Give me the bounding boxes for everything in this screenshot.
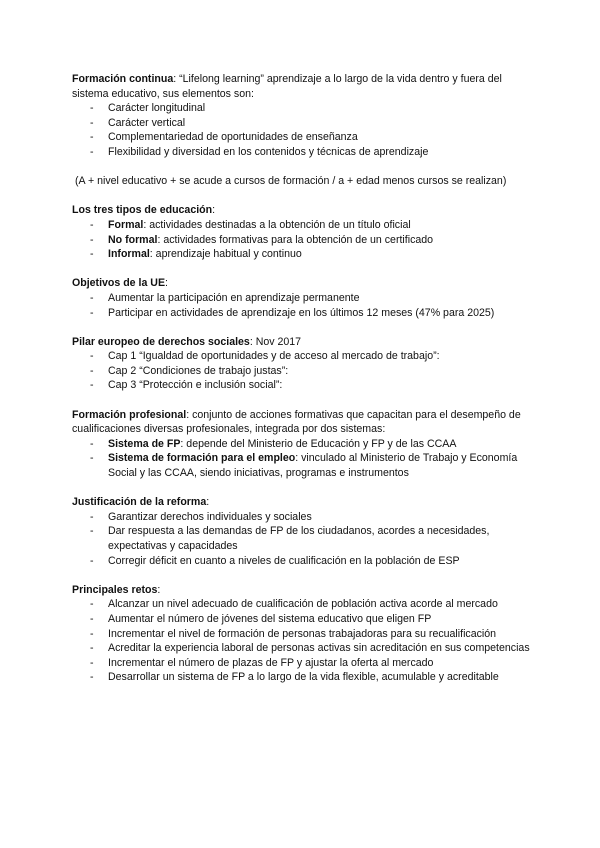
item-text: Complementariedad de oportunidades de enseñanza	[108, 131, 358, 144]
dash-bullet-icon: -	[90, 612, 94, 625]
item-text: Aumentar la participación en aprendizaje permanente	[108, 291, 360, 304]
item-text: Corregir déficit en cuanto a niveles de cualificación en la población de ESP	[108, 554, 460, 567]
section-heading: Principales retos	[72, 583, 158, 596]
section-heading: Formación profesional	[72, 408, 187, 421]
dash-bullet-icon: -	[90, 642, 94, 655]
dash-bullet-icon: -	[90, 233, 94, 246]
item-text: Incrementar el número de plazas de FP y ajustar la oferta al mercado	[108, 656, 434, 669]
section-intro	[72, 276, 532, 291]
dash-bullet-icon: -	[90, 452, 94, 465]
dash-bullet-icon: -	[90, 102, 94, 115]
note-text: (A + nivel educativo + se acude a cursos de formación / a + edad menos cursos se realizan)	[75, 175, 507, 188]
dash-bullet-icon: -	[90, 437, 94, 450]
item-term: Sistema de formación para el empleo	[108, 452, 296, 465]
dash-bullet-icon: -	[90, 145, 94, 158]
section	[72, 276, 532, 320]
dash-bullet-icon: -	[90, 627, 94, 640]
list-item	[72, 364, 532, 379]
section-text: :	[206, 496, 210, 509]
section-intro	[72, 72, 532, 101]
list-item	[72, 306, 532, 321]
list-item	[72, 291, 532, 306]
dash-bullet-icon: -	[90, 364, 94, 377]
item-text: : vinculado al Ministerio de Trabajo y Economía Social y las CCAA, siendo iniciativas, programas e instrumentos	[108, 452, 518, 480]
list-item	[72, 510, 532, 525]
item-text: Flexibilidad y diversidad en los contenidos y técnicas de aprendizaje	[108, 145, 429, 158]
item-text: Carácter vertical	[108, 116, 186, 129]
list-item	[72, 670, 532, 685]
section-text: :	[212, 204, 216, 217]
item-term: No formal	[108, 233, 158, 246]
item-term: Informal	[108, 248, 150, 261]
bullet-list	[72, 437, 532, 481]
section-intro	[72, 408, 532, 437]
section-text: : Nov 2017	[249, 335, 302, 348]
section-intro	[72, 203, 532, 218]
item-text: : aprendizaje habitual y continuo	[149, 248, 302, 261]
list-item	[72, 247, 532, 262]
list-item	[72, 656, 532, 671]
item-text: : actividades destinadas a la obtención de un título oficial	[143, 218, 411, 231]
item-text: Cap 2 “Condiciones de trabajo justas”:	[108, 364, 289, 377]
item-text: Participar en actividades de aprendizaje en los últimos 12 meses (47% para 2025)	[108, 306, 495, 319]
dash-bullet-icon: -	[90, 510, 94, 523]
item-text: Garantizar derechos individuales y sociales	[108, 510, 312, 523]
item-text: Acreditar la experiencia laboral de personas activas sin acreditación en sus competencias	[108, 642, 530, 655]
item-text: Alcanzar un nivel adecuado de cualificación de población activa acorde al mercado	[108, 598, 498, 611]
list-item	[72, 130, 532, 145]
item-text: Dar respuesta a las demandas de FP de los ciudadanos, acordes a necesidades, expectativas y capacidades	[108, 525, 490, 552]
list-item	[72, 451, 532, 480]
item-text: Cap 1 “Igualdad de oportunidades y de acceso al mercado de trabajo”:	[108, 350, 440, 363]
section-intro	[72, 335, 532, 350]
list-item	[72, 145, 532, 160]
section-intro	[72, 495, 532, 510]
bullet-list	[72, 101, 532, 159]
item-text: Aumentar el número de jóvenes del sistema educativo que eligen FP	[108, 612, 432, 625]
section	[72, 72, 532, 160]
item-text: Carácter longitudinal	[108, 102, 206, 115]
list-item	[72, 524, 532, 553]
section	[72, 203, 532, 261]
dash-bullet-icon: -	[90, 350, 94, 363]
section-text: : “Lifelong learning” aprendizaje a lo largo de la vida dentro y fuera del sistema educativo, sus elementos son:	[72, 73, 502, 100]
list-item	[72, 233, 532, 248]
section-text: : conjunto de acciones formativas que capacitan para el desempeño de cualificaciones diversas profesionales, integrada por dos sistemas:	[72, 408, 521, 436]
item-term: Sistema de FP	[108, 437, 181, 450]
list-item	[72, 116, 532, 131]
list-item	[72, 597, 532, 612]
section-heading: Justificación de la reforma	[72, 496, 207, 509]
item-text: : depende del Ministerio de Educación y FP y de las CCAA	[180, 437, 457, 450]
dash-bullet-icon: -	[90, 379, 94, 392]
list-item	[72, 612, 532, 627]
dash-bullet-icon: -	[90, 554, 94, 567]
item-term: Formal	[108, 218, 144, 231]
dash-bullet-icon: -	[90, 598, 94, 611]
dash-bullet-icon: -	[90, 291, 94, 304]
list-item	[72, 349, 532, 364]
section-heading: Los tres tipos de educación	[72, 204, 213, 217]
document-page	[72, 72, 532, 700]
bullet-list	[72, 218, 532, 262]
section-intro	[72, 583, 532, 598]
list-item	[72, 437, 532, 452]
list-item	[72, 627, 532, 642]
section-heading: Objetivos de la UE	[72, 277, 166, 290]
item-text: Desarrollar un sistema de FP a lo largo de la vida flexible, acumulable y acreditable	[108, 671, 499, 684]
item-text: Incrementar el nivel de formación de personas trabajadoras para su recualificación	[108, 627, 497, 640]
section-heading: Pilar europeo de derechos sociales	[72, 335, 250, 348]
list-item	[72, 101, 532, 116]
section-text: :	[165, 277, 168, 290]
list-item	[72, 378, 532, 393]
list-item	[72, 218, 532, 233]
dash-bullet-icon: -	[90, 116, 94, 129]
list-item	[72, 641, 532, 656]
dash-bullet-icon: -	[90, 525, 94, 538]
dash-bullet-icon: -	[90, 671, 94, 684]
dash-bullet-icon: -	[90, 248, 94, 261]
section-text: :	[157, 583, 161, 596]
bullet-list	[72, 349, 532, 393]
bullet-list	[72, 291, 532, 320]
bullet-list	[72, 597, 532, 685]
item-text: Cap 3 “Protección e inclusión social”:	[108, 379, 283, 392]
dash-bullet-icon: -	[90, 306, 94, 319]
section-heading: Formación continua	[72, 73, 174, 85]
item-text: : actividades formativas para la obtención de un certificado	[157, 233, 434, 246]
section	[72, 335, 532, 393]
section	[72, 583, 532, 685]
section	[72, 408, 532, 481]
dash-bullet-icon: -	[90, 131, 94, 144]
dash-bullet-icon: -	[90, 218, 94, 231]
bullet-list	[72, 510, 532, 568]
list-item	[72, 554, 532, 569]
section	[72, 495, 532, 568]
dash-bullet-icon: -	[90, 656, 94, 669]
